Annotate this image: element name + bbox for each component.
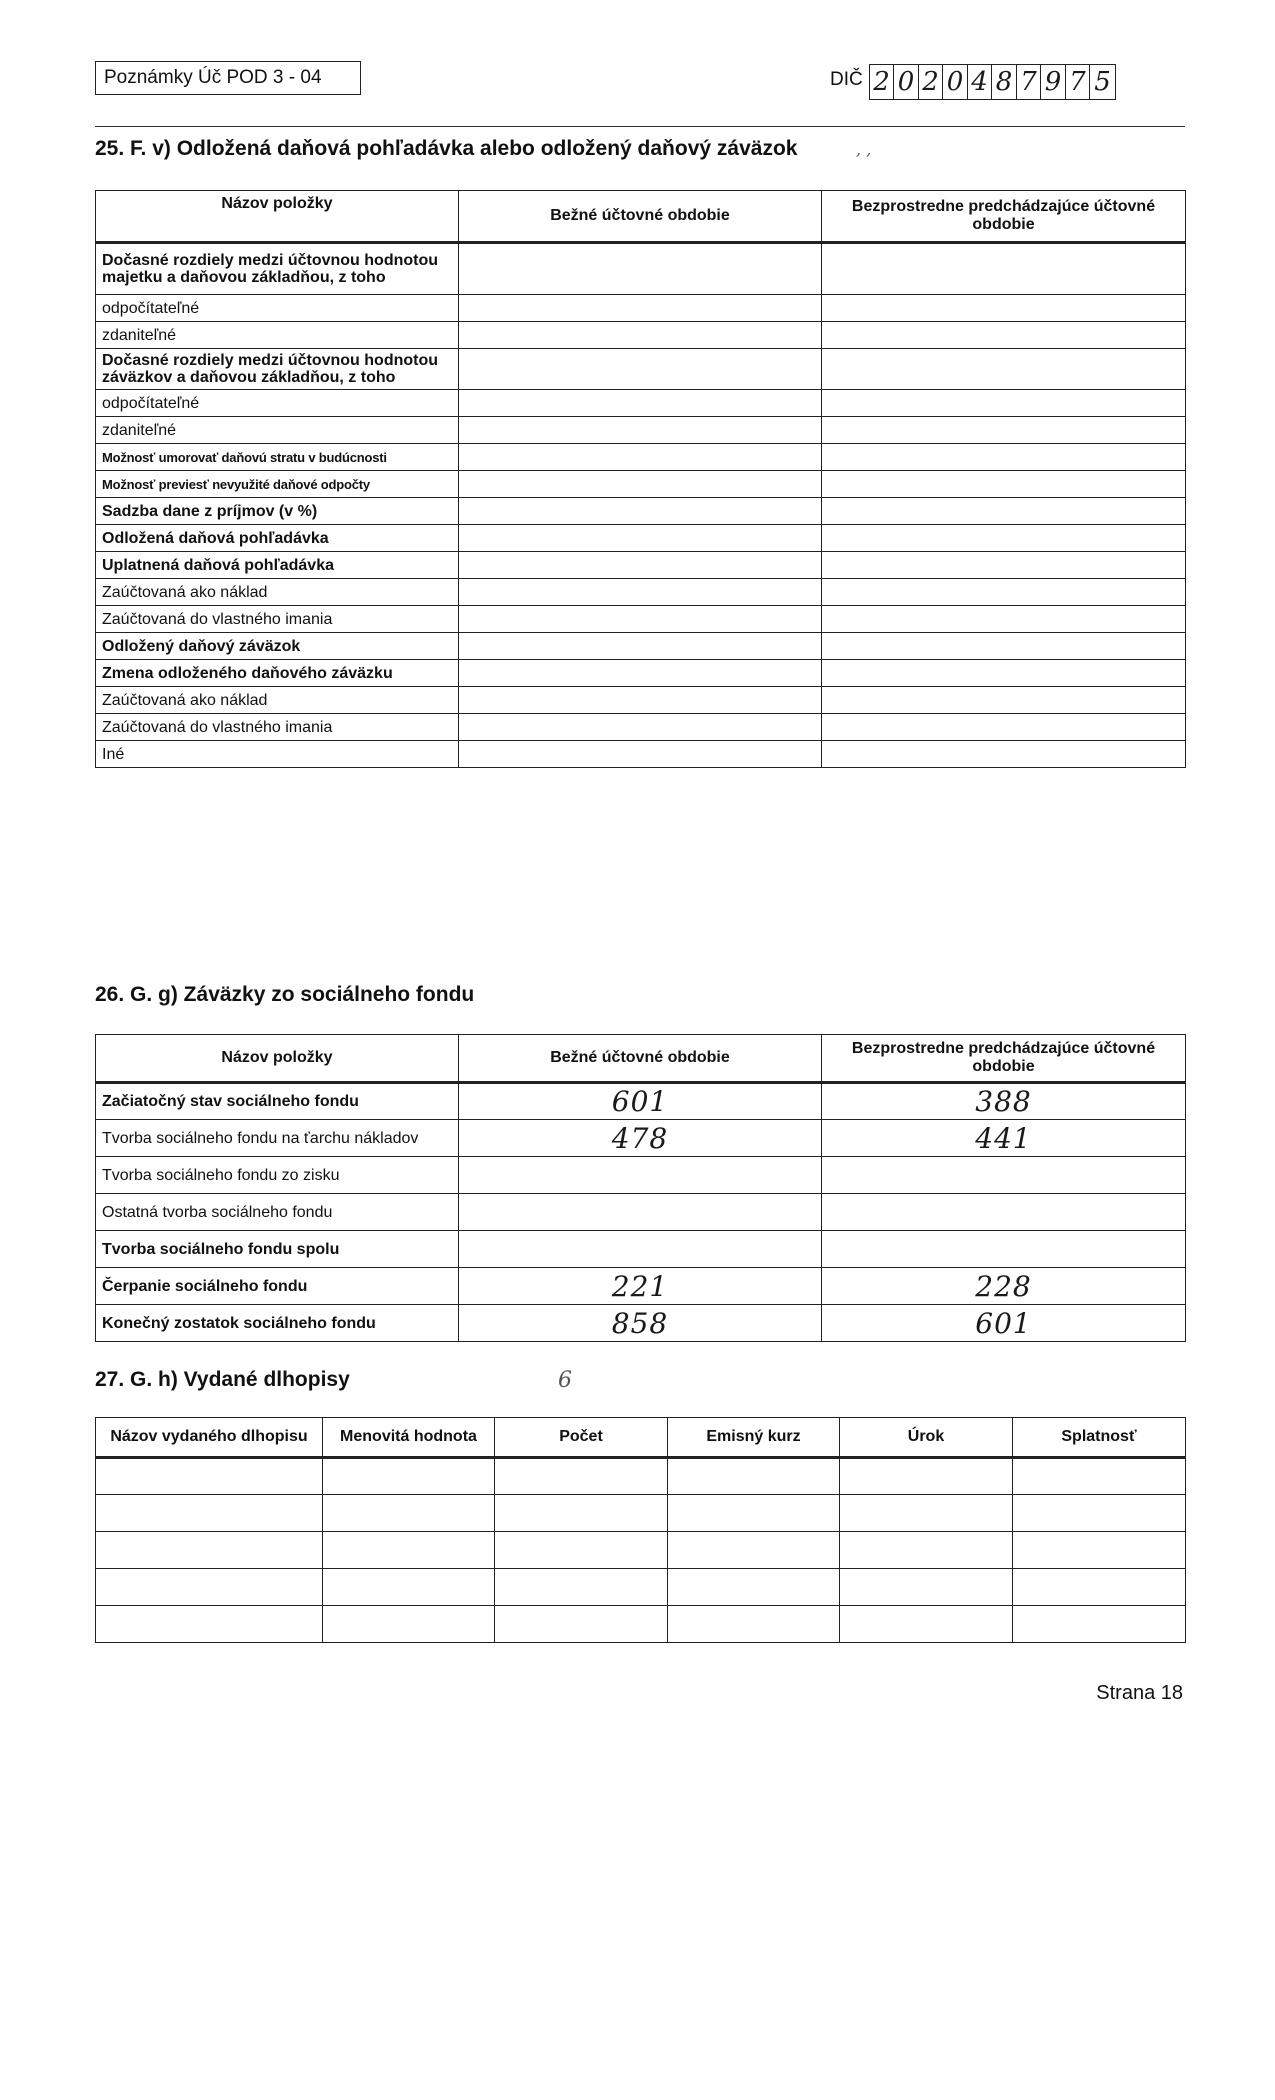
row-label: zdaniteľné xyxy=(96,417,459,444)
column-header-issue-price: Emisný kurz xyxy=(668,1418,840,1458)
empty-cell xyxy=(323,1606,495,1643)
table-row xyxy=(96,243,1186,295)
current-period-value xyxy=(459,444,822,471)
section-27-title: 27. G. h) Vydané dlhopisy xyxy=(95,1368,350,1391)
row-label: Odložený daňový záväzok xyxy=(96,633,459,660)
page-number: Strana 18 xyxy=(1096,1682,1183,1704)
current-period-value xyxy=(459,295,822,322)
previous-period-value xyxy=(822,633,1186,660)
dic-digit: 2 xyxy=(870,65,895,99)
current-period-value xyxy=(459,552,822,579)
previous-period-value xyxy=(822,471,1186,498)
empty-cell xyxy=(495,1532,668,1569)
row-label: Odložená daňová pohľadávka xyxy=(96,525,459,552)
table-row xyxy=(96,471,1186,498)
dic-digit: 9 xyxy=(1041,65,1066,99)
previous-period-value xyxy=(822,417,1186,444)
empty-cell xyxy=(1013,1495,1186,1532)
current-period-value xyxy=(459,714,822,741)
table-row xyxy=(96,714,1186,741)
social-fund-table xyxy=(95,1034,1186,1342)
previous-period-value xyxy=(822,525,1186,552)
current-period-value xyxy=(459,322,822,349)
table-row xyxy=(96,660,1186,687)
row-label: Čerpanie sociálneho fondu xyxy=(96,1268,459,1305)
column-header-interest: Úrok xyxy=(840,1418,1013,1458)
current-period-value xyxy=(459,741,822,768)
deferred-tax-table xyxy=(95,190,1186,768)
previous-period-value xyxy=(822,606,1186,633)
previous-period-value xyxy=(822,579,1186,606)
handwritten-mark: , , xyxy=(856,140,872,159)
dic-label: DIČ xyxy=(830,69,863,90)
current-period-value xyxy=(459,633,822,660)
table-row xyxy=(96,390,1186,417)
current-period-value: 858 xyxy=(459,1305,822,1342)
row-label: Tvorba sociálneho fondu na ťarchu nákladov xyxy=(96,1120,459,1157)
deferred-tax-rows xyxy=(96,243,1186,768)
current-period-value xyxy=(459,390,822,417)
empty-cell xyxy=(96,1569,323,1606)
table-row xyxy=(96,1083,1186,1120)
previous-period-value: 441 xyxy=(822,1120,1186,1157)
bonds-rows xyxy=(96,1458,1186,1643)
table-row xyxy=(96,525,1186,552)
empty-cell xyxy=(323,1569,495,1606)
current-period-value xyxy=(459,243,822,295)
table-row xyxy=(96,1194,1186,1231)
current-period-value xyxy=(459,687,822,714)
column-header-item: Názov položky xyxy=(96,1035,459,1083)
empty-cell xyxy=(668,1532,840,1569)
bonds-table xyxy=(95,1417,1186,1643)
row-label: zdaniteľné xyxy=(96,322,459,349)
current-period-value xyxy=(459,498,822,525)
table-row xyxy=(96,444,1186,471)
empty-cell xyxy=(495,1569,668,1606)
previous-period-value xyxy=(822,1231,1186,1268)
dic-digit-boxes xyxy=(869,64,1116,100)
empty-cell xyxy=(96,1495,323,1532)
table-row xyxy=(96,1458,1186,1495)
row-label: Možnosť previesť nevyužité daňové odpočty xyxy=(96,471,459,498)
empty-cell xyxy=(668,1458,840,1495)
empty-cell xyxy=(668,1495,840,1532)
dic-digit: 0 xyxy=(943,65,968,99)
empty-cell xyxy=(495,1606,668,1643)
previous-period-value xyxy=(822,390,1186,417)
column-header-maturity: Splatnosť xyxy=(1013,1418,1186,1458)
current-period-value xyxy=(459,579,822,606)
previous-period-value xyxy=(822,243,1186,295)
empty-cell xyxy=(840,1495,1013,1532)
column-header-current: Bežné účtovné obdobie xyxy=(459,191,822,243)
row-label: Zaúčtovaná do vlastného imania xyxy=(96,606,459,633)
empty-cell xyxy=(323,1532,495,1569)
empty-cell xyxy=(668,1569,840,1606)
row-label: Sadzba dane z príjmov (v %) xyxy=(96,498,459,525)
row-label: Iné xyxy=(96,741,459,768)
row-label: Zaúčtovaná ako náklad xyxy=(96,687,459,714)
row-label: Dočasné rozdiely medzi účtovnou hodnotou majetku a daňovou základňou, z toho xyxy=(96,243,459,295)
table-row xyxy=(96,1305,1186,1342)
empty-cell xyxy=(668,1606,840,1643)
table-row xyxy=(96,1495,1186,1532)
empty-cell xyxy=(96,1458,323,1495)
previous-period-value xyxy=(822,295,1186,322)
document-label: Poznámky Úč POD 3 - 04 xyxy=(95,61,361,95)
section-25-title: 25. F. v) Odložená daňová pohľadávka alebo odložený daňový záväzok xyxy=(95,137,798,160)
row-label: Začiatočný stav sociálneho fondu xyxy=(96,1083,459,1120)
table-row xyxy=(96,579,1186,606)
previous-period-value xyxy=(822,741,1186,768)
dic-digit: 4 xyxy=(968,65,993,99)
previous-period-value xyxy=(822,660,1186,687)
table-row xyxy=(96,1569,1186,1606)
column-header-previous: Bezprostredne predchádzajúce účtovné obdobie xyxy=(822,191,1186,243)
table-row xyxy=(96,1157,1186,1194)
table-row xyxy=(96,1231,1186,1268)
current-period-value xyxy=(459,660,822,687)
dic-digit: 8 xyxy=(992,65,1017,99)
handwritten-mark: 6 xyxy=(558,1368,572,1393)
row-label: Tvorba sociálneho fondu spolu xyxy=(96,1231,459,1268)
previous-period-value xyxy=(822,687,1186,714)
column-header-bond-name: Názov vydaného dlhopisu xyxy=(96,1418,323,1458)
dic-digit: 7 xyxy=(1017,65,1042,99)
empty-cell xyxy=(840,1458,1013,1495)
previous-period-value: 601 xyxy=(822,1305,1186,1342)
previous-period-value xyxy=(822,349,1186,390)
row-label: Tvorba sociálneho fondu zo zisku xyxy=(96,1157,459,1194)
row-label: Zaúčtovaná ako náklad xyxy=(96,579,459,606)
previous-period-value xyxy=(822,714,1186,741)
header-divider xyxy=(95,126,1185,127)
current-period-value xyxy=(459,1231,822,1268)
previous-period-value: 388 xyxy=(822,1083,1186,1120)
previous-period-value: 228 xyxy=(822,1268,1186,1305)
row-label: Zmena odloženého daňového záväzku xyxy=(96,660,459,687)
empty-cell xyxy=(323,1458,495,1495)
empty-cell xyxy=(840,1569,1013,1606)
current-period-value xyxy=(459,349,822,390)
table-row xyxy=(96,322,1186,349)
column-header-count: Počet xyxy=(495,1418,668,1458)
row-label: Konečný zostatok sociálneho fondu xyxy=(96,1305,459,1342)
table-row xyxy=(96,498,1186,525)
empty-cell xyxy=(1013,1532,1186,1569)
column-header-previous: Bezprostredne predchádzajúce účtovné obdobie xyxy=(822,1035,1186,1083)
empty-cell xyxy=(1013,1458,1186,1495)
previous-period-value xyxy=(822,498,1186,525)
table-row xyxy=(96,1532,1186,1569)
column-header-current: Bežné účtovné obdobie xyxy=(459,1035,822,1083)
table-row xyxy=(96,552,1186,579)
row-label: Dočasné rozdiely medzi účtovnou hodnotou záväzkov a daňovou základňou, z toho xyxy=(96,349,459,390)
empty-cell xyxy=(495,1458,668,1495)
empty-cell xyxy=(840,1606,1013,1643)
table-row xyxy=(96,417,1186,444)
empty-cell xyxy=(96,1606,323,1643)
row-label: odpočítateľné xyxy=(96,295,459,322)
empty-cell xyxy=(840,1532,1013,1569)
dic-field xyxy=(830,64,1116,104)
current-period-value xyxy=(459,471,822,498)
social-fund-rows xyxy=(96,1083,1186,1342)
previous-period-value xyxy=(822,552,1186,579)
empty-cell xyxy=(96,1532,323,1569)
current-period-value xyxy=(459,1194,822,1231)
row-label: odpočítateľné xyxy=(96,390,459,417)
row-label: Zaúčtovaná do vlastného imania xyxy=(96,714,459,741)
table-row xyxy=(96,1120,1186,1157)
table-row xyxy=(96,349,1186,390)
current-period-value xyxy=(459,606,822,633)
table-row xyxy=(96,295,1186,322)
current-period-value xyxy=(459,525,822,552)
current-period-value xyxy=(459,1157,822,1194)
table-row xyxy=(96,606,1186,633)
row-label: Možnosť umorovať daňovú stratu v budúcnosti xyxy=(96,444,459,471)
empty-cell xyxy=(323,1495,495,1532)
dic-digit: 0 xyxy=(894,65,919,99)
table-row xyxy=(96,741,1186,768)
table-row xyxy=(96,633,1186,660)
row-label: Uplatnená daňová pohľadávka xyxy=(96,552,459,579)
column-header-item: Názov položky xyxy=(96,191,459,243)
current-period-value: 601 xyxy=(459,1083,822,1120)
empty-cell xyxy=(495,1495,668,1532)
column-header-nominal-value: Menovitá hodnota xyxy=(323,1418,495,1458)
current-period-value: 221 xyxy=(459,1268,822,1305)
previous-period-value xyxy=(822,1194,1186,1231)
current-period-value: 478 xyxy=(459,1120,822,1157)
empty-cell xyxy=(1013,1606,1186,1643)
previous-period-value xyxy=(822,444,1186,471)
current-period-value xyxy=(459,417,822,444)
table-row xyxy=(96,687,1186,714)
section-26-title: 26. G. g) Záväzky zo sociálneho fondu xyxy=(95,983,475,1006)
table-row xyxy=(96,1606,1186,1643)
dic-digit: 7 xyxy=(1066,65,1091,99)
empty-cell xyxy=(1013,1569,1186,1606)
table-row xyxy=(96,1268,1186,1305)
previous-period-value xyxy=(822,1157,1186,1194)
previous-period-value xyxy=(822,322,1186,349)
dic-digit: 2 xyxy=(919,65,944,99)
row-label: Ostatná tvorba sociálneho fondu xyxy=(96,1194,459,1231)
dic-digit: 5 xyxy=(1094,67,1111,97)
